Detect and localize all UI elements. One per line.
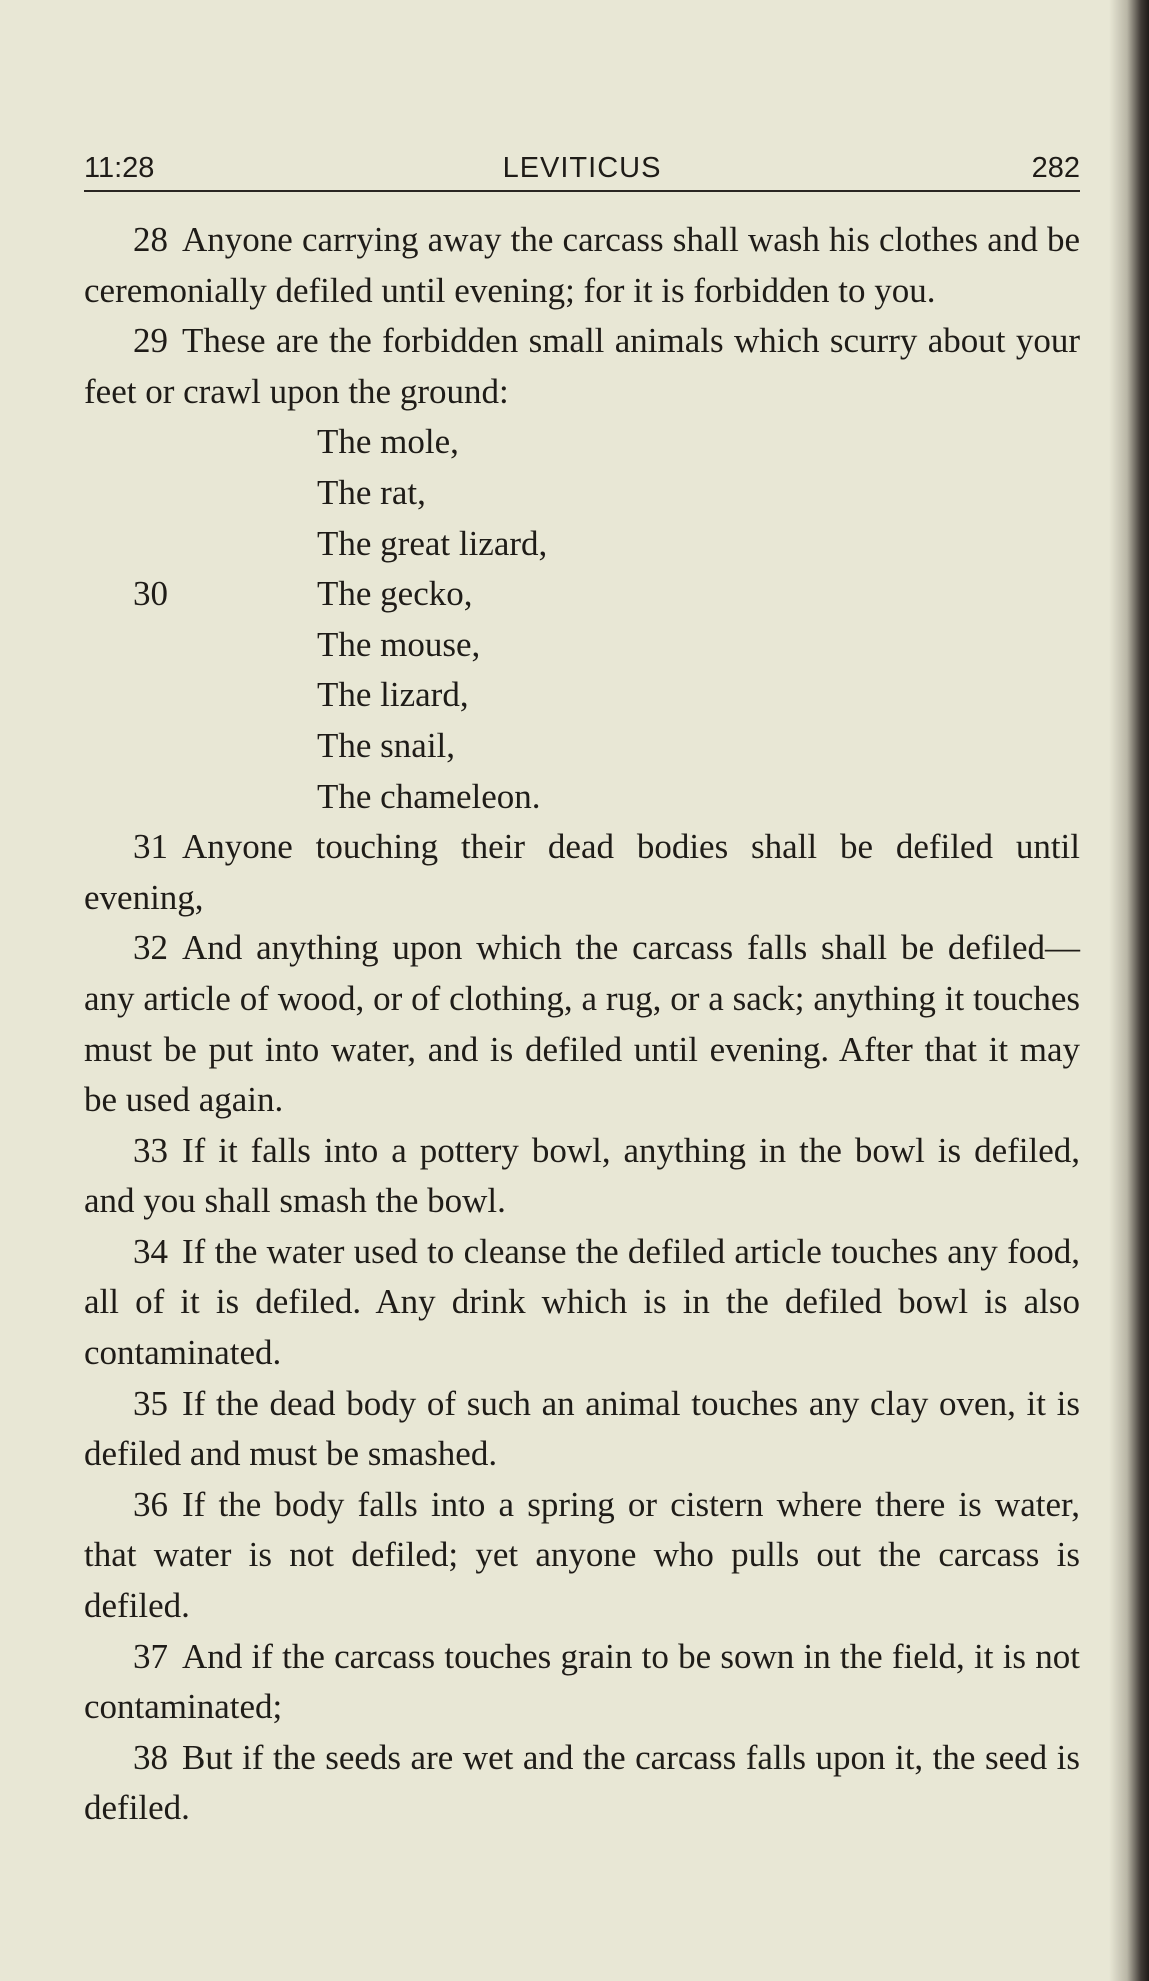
list-item-text: The chameleon. — [317, 776, 541, 816]
verse-number: 33 — [133, 1130, 168, 1170]
verse-number: 29 — [133, 321, 168, 361]
verse-text: These are the forbidden small animals which scurry about your feet or crawl upon the ground: — [84, 321, 1080, 411]
list-item-text: The rat, — [317, 472, 426, 512]
list-item-text: The snail, — [317, 725, 456, 765]
page-number: 282 — [1031, 152, 1080, 184]
verse-text: Anyone carrying away the carcass shall wash his clothes and be ceremonially defiled until evening; for it is forbidden to you. — [84, 220, 1080, 310]
list-item — [84, 670, 1080, 721]
verse-text: If the dead body of such an animal touches any clay oven, it is defiled and must be smashed. — [84, 1383, 1080, 1474]
verse-37 — [84, 1632, 1080, 1733]
list-item — [84, 519, 1080, 570]
list-item — [84, 417, 1080, 468]
verse-number: 31 — [133, 827, 168, 867]
verse-text: If the water used to cleanse the defiled article touches any food, all of it is defiled. Any drink which is in the defiled bowl is also contaminated. — [84, 1231, 1080, 1373]
verse-35 — [84, 1379, 1080, 1480]
verse-number: 38 — [133, 1737, 168, 1777]
list-item — [84, 468, 1080, 519]
list-item — [84, 620, 1080, 671]
list-item — [84, 569, 1080, 620]
forbidden-animals-list — [84, 417, 1080, 822]
list-item-text: The gecko, — [317, 574, 473, 614]
chapter-verse-reference: 11:28 — [84, 152, 155, 184]
verse-number: 28 — [133, 220, 168, 259]
verse-text: Anyone touching their dead bodies shall be defiled until evening, — [84, 827, 1080, 917]
list-item-text: The mole, — [317, 422, 459, 462]
verse-number: 30 — [133, 574, 168, 614]
verse-number: 37 — [133, 1636, 168, 1676]
verse-29 — [84, 316, 1080, 417]
list-item — [84, 772, 1080, 823]
verse-text: And anything upon which the carcass falls shall be defiled—any article of wood, or of clothing, a rug, or a sack; anything it touches must be put into water, and is defiled until evening. After that it may be used again. — [84, 928, 1080, 1120]
list-item — [84, 721, 1080, 772]
running-header — [84, 146, 1080, 192]
verse-32 — [84, 923, 1080, 1125]
book-title: LEVITICUS — [502, 152, 662, 184]
verse-number: 32 — [133, 928, 168, 968]
verse-36 — [84, 1480, 1080, 1632]
verse-number: 34 — [133, 1231, 168, 1271]
verse-28 — [84, 215, 1080, 316]
verse-33 — [84, 1126, 1080, 1227]
verse-text: And if the carcass touches grain to be sown in the field, it is not contaminated; — [84, 1636, 1080, 1727]
verse-text: But if the seeds are wet and the carcass falls upon it, the seed is defiled. — [84, 1737, 1080, 1828]
list-item-text: The lizard, — [317, 675, 469, 715]
verse-number: 35 — [133, 1383, 168, 1423]
verse-34 — [84, 1227, 1080, 1379]
verse-text: If the body falls into a spring or cistern where there is water, that water is not defiled; yet anyone who pulls out the carcass is defiled. — [84, 1484, 1080, 1626]
verse-31 — [84, 822, 1080, 923]
list-item-text: The great lizard, — [317, 523, 548, 563]
verse-38 — [84, 1733, 1080, 1834]
verse-text: If it falls into a pottery bowl, anything in the bowl is defiled, and you shall smash the bowl. — [84, 1130, 1080, 1221]
list-item-text: The mouse, — [317, 624, 481, 664]
verse-number: 36 — [133, 1484, 168, 1524]
scripture-text — [84, 215, 1080, 1834]
page-binding-shadow — [1109, 0, 1149, 1981]
